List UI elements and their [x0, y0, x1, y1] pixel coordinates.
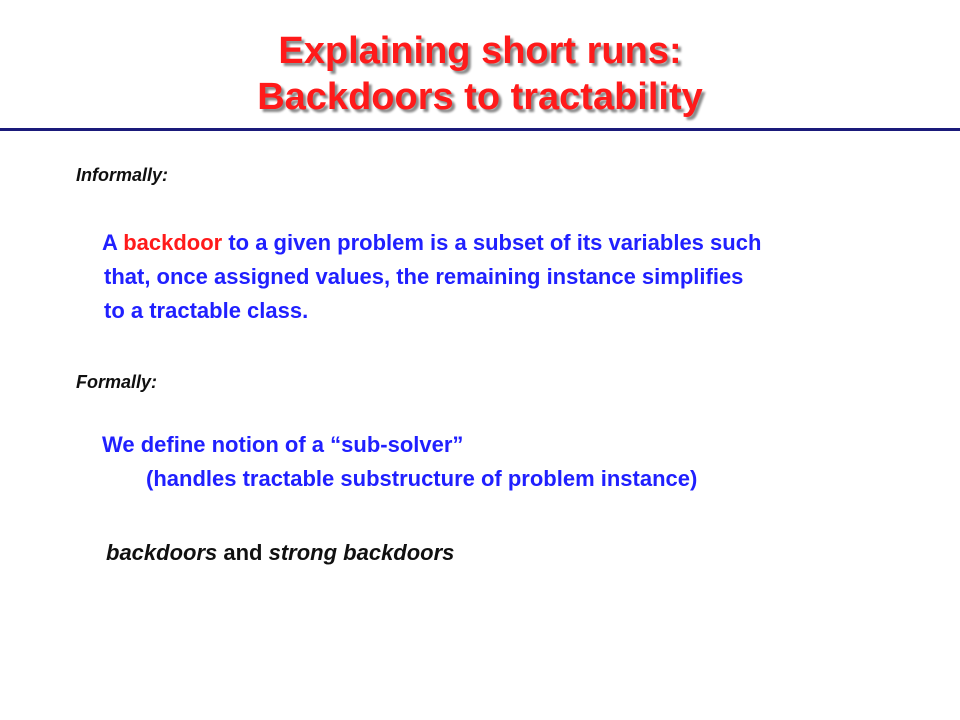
informal-line-1-suffix: to a given problem is a subset of its variables such	[222, 230, 762, 255]
informal-line-1-prefix: A	[102, 230, 124, 255]
title-divider	[0, 128, 960, 131]
formal-line-2: (handles tractable substructure of problem instance)	[146, 466, 698, 491]
slide-title-line-2: Backdoors to tractability	[257, 76, 703, 118]
formal-label: Formally:	[76, 372, 158, 392]
strong-backdoors-term: strong backdoors	[268, 540, 455, 565]
formal-line-3	[106, 536, 454, 570]
informal-definition-line-1	[102, 226, 761, 260]
informal-definition-line-3: to a tractable class.	[104, 298, 309, 323]
informal-definition-line-2: that, once assigned values, the remaining instance simplifies	[104, 264, 744, 289]
backdoors-term: backdoors	[106, 540, 218, 565]
informal-label: Informally:	[76, 165, 169, 185]
backdoor-term: backdoor	[123, 230, 223, 255]
formal-line-3-mid: and	[217, 540, 269, 565]
formal-line-1: We define notion of a “sub-solver”	[102, 432, 464, 457]
slide-title-line-1: Explaining short runs:	[278, 30, 682, 72]
